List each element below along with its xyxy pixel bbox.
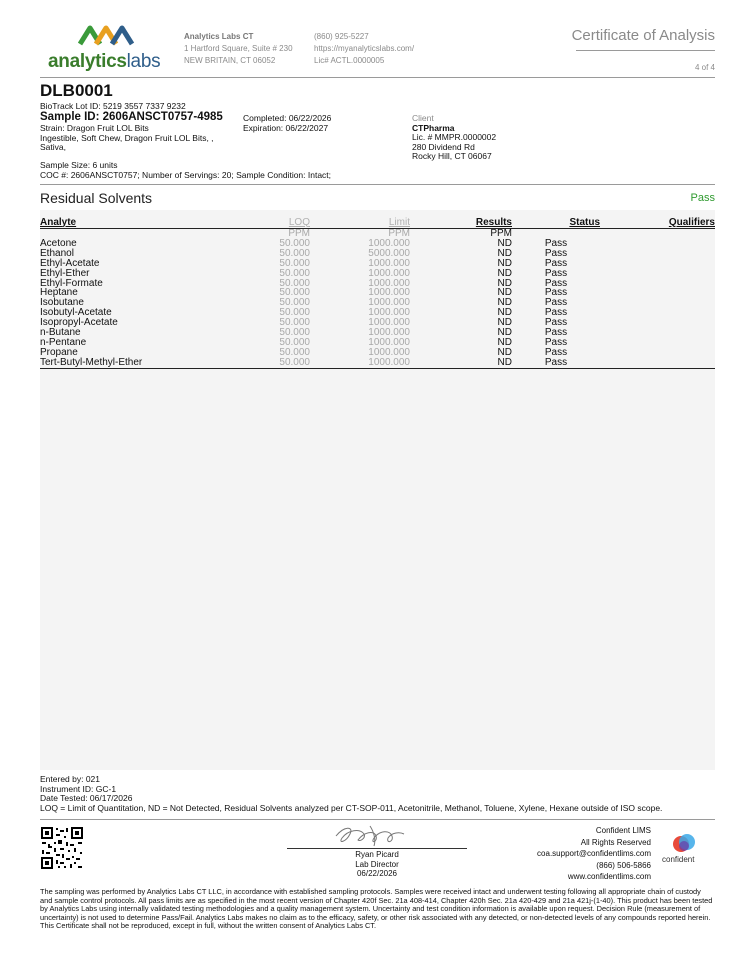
confident-phone: (866) 506-5866 bbox=[596, 860, 651, 870]
limit-value: 1000.000 bbox=[368, 307, 410, 319]
product-type-line1: Ingestible, Soft Chew, Dragon Fruit LOL Bits, , bbox=[40, 132, 214, 143]
unit-loq: PPM bbox=[288, 228, 310, 239]
signature-date: 06/22/2026 bbox=[356, 869, 398, 878]
status-value: Pass bbox=[544, 317, 568, 329]
footer-rule bbox=[40, 819, 715, 820]
signer-title: Lab Director bbox=[355, 859, 399, 869]
confident-rights: All Rights Reserved bbox=[580, 837, 651, 847]
loq-value: 50.000 bbox=[279, 327, 310, 339]
loq-value: 50.000 bbox=[279, 336, 310, 348]
analyte-name: Isopropyl-Acetate bbox=[40, 317, 118, 329]
loq-value: 50.000 bbox=[279, 267, 310, 279]
signature-line bbox=[287, 848, 467, 849]
confident-logo bbox=[662, 832, 710, 868]
loq-note: LOQ = Limit of Quantitation, ND = Not Detected, Residual Solvents analyzed per CT-SOP-011, Acetonitrile, Methanol, Toluene, Xylene, Hexane outside of ISO scope. bbox=[40, 802, 663, 813]
analyte-name: Ethyl-Formate bbox=[40, 277, 103, 289]
lab-address-line2: NEW BRITAIN, CT 06052 bbox=[184, 56, 276, 65]
result-value: ND bbox=[497, 257, 512, 269]
client-name: CTPharma bbox=[412, 122, 455, 133]
status-value: Pass bbox=[512, 358, 600, 368]
status-value: Pass bbox=[544, 237, 568, 249]
status-value: Pass bbox=[544, 287, 568, 299]
result-value: ND bbox=[497, 277, 512, 289]
result-value: ND bbox=[497, 317, 512, 329]
loq-value: 50.000 bbox=[279, 307, 310, 319]
document-title: Certificate of Analysis bbox=[571, 27, 715, 44]
client-address1: 280 Dividend Rd bbox=[412, 141, 475, 152]
sample-size: Sample Size: 6 units bbox=[40, 160, 118, 170]
limit-value: 1000.000 bbox=[368, 317, 410, 329]
limit-value: 5000.000 bbox=[368, 247, 410, 259]
lab-address-line1: 1 Hartford Square, Suite # 230 bbox=[184, 44, 293, 53]
col-results: Results bbox=[410, 216, 512, 229]
logo-mark-icon bbox=[78, 22, 140, 48]
col-qualifiers: Qualifiers bbox=[600, 216, 715, 229]
confident-logo-icon bbox=[672, 832, 696, 854]
col-loq: LOQ bbox=[210, 216, 310, 229]
client-label: Client bbox=[412, 113, 434, 123]
confident-email[interactable]: coa.support@confidentlims.com bbox=[537, 849, 651, 858]
result-value: ND bbox=[497, 327, 512, 339]
loq-value: 50.000 bbox=[210, 358, 310, 368]
loq-value: 50.000 bbox=[279, 237, 310, 249]
analyte-name: Ethyl-Acetate bbox=[40, 257, 100, 269]
analyte-name: Ethyl-Ether bbox=[40, 267, 90, 279]
limit-value: 1000.000 bbox=[368, 237, 410, 249]
signer-name: Ryan Picard bbox=[355, 850, 399, 859]
analyte-name: Acetone bbox=[40, 237, 77, 249]
result-value: ND bbox=[497, 247, 512, 259]
lab-name: Analytics Labs CT bbox=[184, 32, 254, 41]
status-value: Pass bbox=[544, 277, 568, 289]
status-value: Pass bbox=[544, 327, 568, 339]
status-value: Pass bbox=[544, 257, 568, 269]
analyte-name: Tert-Butyl-Methyl-Ether bbox=[40, 358, 210, 368]
analyte-name: n-Pentane bbox=[40, 336, 87, 348]
analyte-name: n-Butane bbox=[40, 327, 81, 339]
section-title: Residual Solvents bbox=[40, 190, 153, 206]
instrument-id: Instrument ID: GC-1 bbox=[40, 783, 117, 794]
date-tested: Date Tested: 06/17/2026 bbox=[40, 793, 133, 804]
limit-value: 1000.000 bbox=[368, 267, 410, 279]
result-value: ND bbox=[497, 346, 512, 358]
analyte-name: Heptane bbox=[40, 287, 78, 299]
coc-details: COC #: 2606ANSCT0757; Number of Servings: 20; Sample Condition: Intact; bbox=[40, 169, 332, 180]
lab-phone: (860) 925-5227 bbox=[314, 32, 369, 41]
status-value: Pass bbox=[544, 297, 568, 309]
sample-code: DLB0001 bbox=[40, 81, 113, 100]
loq-value: 50.000 bbox=[279, 297, 310, 309]
limit-value: 1000.000 bbox=[368, 336, 410, 348]
unit-results: PPM bbox=[490, 228, 512, 239]
top-rule bbox=[40, 77, 715, 78]
status-value: Pass bbox=[544, 247, 568, 259]
logo-word-main: analytics bbox=[48, 51, 127, 72]
signature-image bbox=[330, 822, 410, 850]
table-row bbox=[40, 358, 715, 368]
analyte-name: Isobutyl-Acetate bbox=[40, 307, 112, 319]
company-logo bbox=[48, 22, 173, 74]
client-address2: Rocky Hill, CT 06067 bbox=[412, 151, 492, 162]
expiration-date: Expiration: 06/22/2027 bbox=[243, 122, 329, 133]
confident-brand: confident bbox=[662, 855, 695, 864]
qr-code[interactable] bbox=[40, 826, 84, 870]
analyte-name: Isobutane bbox=[40, 297, 84, 309]
limit-value: 1000.000 bbox=[368, 277, 410, 289]
status-value: Pass bbox=[544, 336, 568, 348]
loq-value: 50.000 bbox=[279, 287, 310, 299]
section-status: Pass bbox=[690, 192, 715, 204]
limit-value: 1000.000 bbox=[368, 297, 410, 309]
confident-website[interactable]: www.confidentlims.com bbox=[567, 872, 651, 881]
analyte-name: Propane bbox=[40, 346, 78, 358]
disclaimer: The sampling was performed by Analytics Labs CT LLC, in accordance with established sampling protocols. Samples were received intact and underwent testing following all appropriate chain of custody and sample control protocols. All pass limits are as specified in the most recent version of Chapter 420f Sec. 21a 408-414, Chapter 420h Sec. 21a 420-429 and 21a 421j-(1-40). This product has been tested by Analytics Labs using internally validated testing methodologies and a quality management system. Uncertainty and test condition information is available upon request. Decision Rule (measurement of uncertainty) is not used to determine Pass/Fail. Analytics Labs makes no claim as to the efficacy, safety, or other risk associated with any detected, or non-detected levels of any compounds reported herein. This Certificate shall not be reproduced, except in full, without the written consent of Analytics Labs CT. bbox=[40, 887, 713, 931]
result-value: ND bbox=[497, 287, 512, 299]
biotrack-lot-id: BioTrack Lot ID: 5219 3557 7337 9232 bbox=[40, 101, 186, 111]
residual-solvents-table bbox=[40, 216, 715, 369]
status-value: Pass bbox=[544, 267, 568, 279]
logo-word-labs: labs bbox=[126, 51, 161, 72]
confident-name: Confident LIMS bbox=[595, 826, 651, 835]
result-value: ND bbox=[497, 336, 512, 348]
limit-value: 1000.000 bbox=[368, 257, 410, 269]
limit-value: 1000.000 bbox=[368, 327, 410, 339]
unit-limit: PPM bbox=[388, 228, 410, 239]
header-divider bbox=[576, 50, 715, 51]
sample-id: Sample ID: 2606ANSCT0757-4985 bbox=[40, 111, 223, 123]
status-value: Pass bbox=[544, 346, 568, 358]
section-rule bbox=[40, 184, 715, 185]
col-limit: Limit bbox=[310, 216, 410, 229]
result-value: ND bbox=[497, 307, 512, 319]
result-value: ND bbox=[497, 267, 512, 279]
lab-website[interactable]: https://myanalyticslabs.com/ bbox=[314, 44, 415, 53]
loq-value: 50.000 bbox=[279, 247, 310, 259]
loq-value: 50.000 bbox=[279, 257, 310, 269]
limit-value: 1000.000 bbox=[368, 346, 410, 358]
col-status: Status bbox=[512, 216, 600, 229]
loq-value: 50.000 bbox=[279, 346, 310, 358]
status-value: Pass bbox=[544, 307, 568, 319]
loq-value: 50.000 bbox=[279, 317, 310, 329]
lab-license: Lic# ACTL.0000005 bbox=[314, 56, 385, 65]
page-number: 4 of 4 bbox=[694, 63, 715, 72]
result-value: ND bbox=[497, 297, 512, 309]
limit-value: 1000.000 bbox=[368, 287, 410, 299]
result-value: ND bbox=[410, 358, 512, 368]
client-license: Lic. # MMPR.0000002 bbox=[412, 132, 497, 143]
completed-date: Completed: 06/22/2026 bbox=[243, 113, 332, 123]
strain: Strain: Dragon Fruit LOL Bits bbox=[40, 123, 149, 133]
product-type-line2: Sativa, bbox=[40, 142, 66, 153]
col-analyte: Analyte bbox=[40, 216, 210, 229]
result-value: ND bbox=[497, 237, 512, 249]
entered-by: Entered by: 021 bbox=[40, 774, 101, 784]
loq-value: 50.000 bbox=[279, 277, 310, 289]
limit-value: 1000.000 bbox=[310, 358, 410, 368]
analyte-name: Ethanol bbox=[40, 247, 74, 259]
